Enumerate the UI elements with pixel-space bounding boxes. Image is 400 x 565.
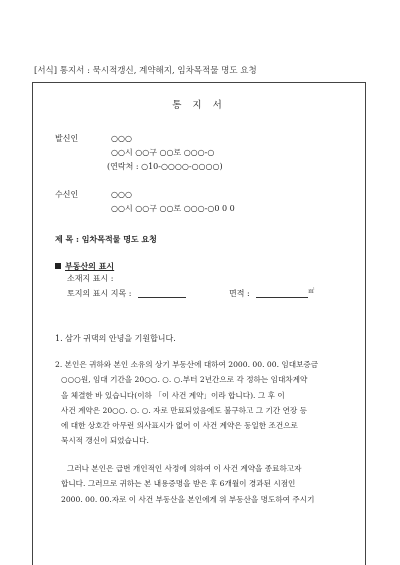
area-unit: ㎡ [308,288,315,295]
area-label: 면적 : [229,289,250,298]
paragraph-2 [55,357,318,449]
sender-address: ○○시 ○○구 ○○로 ○○○-○ [111,148,215,157]
paragraph-3 [61,461,314,507]
notice-form [32,82,366,565]
paragraph-2-line: ○○○원, 임대 기간을 20○○. ○. ○.부터 2년간으로 각 정하는 임대차계약 [61,375,308,385]
sender-contact: (연락처 : ○10-○○○○-○○○○) [107,162,223,171]
square-bullet-icon [55,263,61,269]
paragraph-3-line: 2000. 00. 00.자로 이 사건 부동산을 본인에게 위 부동산을 명도하여 주시기 [61,494,315,504]
area-blank [256,289,308,298]
property-location: 소재지 표시 : [67,274,114,283]
paragraph-3-line: 합니다. 그러므로 귀하는 본 내용증명을 받은 후 6개월이 경과된 시점인 [61,479,296,489]
property-land [67,289,186,299]
recipient-label: 수신인 [55,190,79,199]
property-heading-text: 부동산의 표시 [65,261,115,271]
sender-name: ○○○ [111,134,132,143]
paragraph-2-line: 을 체결한 바 있습니다(이하 「이 사건 계약」이라 합니다). 그 후 이 [61,390,285,400]
paragraph-1: 1. 삼가 귀댁의 안녕을 기원합니다. [55,334,176,343]
paragraph-2-line: 묵시적 갱신이 되었습니다. [61,436,149,446]
paragraph-3-line: 그러나 본인은 급번 개인적인 사정에 의하여 이 사건 계약을 종료하고자 [67,464,302,473]
recipient-name: ○○○ [111,190,132,199]
land-category-label: 토지의 표시 지목 : [67,289,132,298]
property-heading [55,262,114,271]
subject-line: 제 목 : 임차목적물 명도 요청 [55,234,157,244]
paragraph-2-line: 사건 계약은 20○○. ○. ○. 자로 만료되었음에도 불구하고 그 기간 연장 등 [61,405,308,415]
document-title: 통 지 서 [172,100,226,111]
document-caption: [서식] 통지서 : 묵시적갱신, 계약해지, 임차목적물 명도 요청 [34,66,257,76]
property-area [229,289,314,299]
sender-label: 발신인 [55,134,79,143]
recipient-address: ○○시 ○○구 ○○로 ○○○-○0 0 0 [111,204,235,213]
paragraph-2-line: 에 대한 상호간 아무런 의사표시가 없어 이 사건 계약은 동일한 조건으로 [61,421,298,431]
land-category-blank [138,289,186,298]
paragraph-2-line: 2. 본인은 귀하와 본인 소유의 상기 부동산에 대하여 2000. 00. 00. 임대보증금 [55,360,319,369]
